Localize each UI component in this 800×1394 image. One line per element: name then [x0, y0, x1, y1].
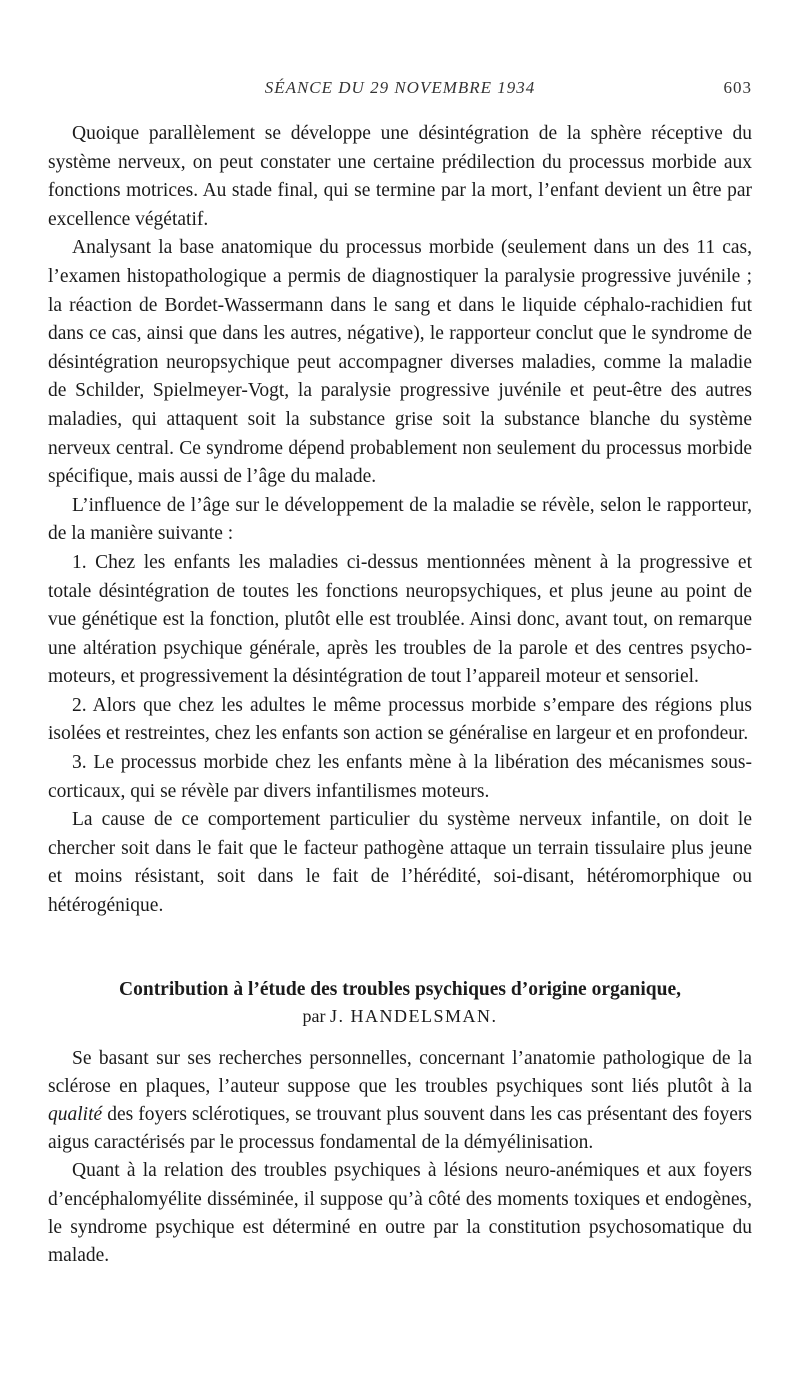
- author-name: J. HANDELSMAN.: [329, 1005, 498, 1026]
- section-title: Contribution à l’étude des troubles psychiques d’origine organique,: [119, 978, 681, 1000]
- byline-prefix: par: [302, 1005, 326, 1026]
- byline: [48, 1003, 752, 1029]
- journal-page: [48, 78, 752, 1270]
- paragraph: Analysant la base anatomique du processus morbide (seulement dans un des 11 cas, l’examen histopathologique a permis de diagnostiquer la paralysie progressive juvénile ; la réaction de Bordet-Wassermann dans le sang et dans le liquide céphalo-rachidien fut dans ce cas, ainsi que dans les autres, négative), le rapporteur conclut que le syndrome de désintégration neuropsychique peut accompagner diverses maladies, comme la maladie de Schilder, Spielmeyer-Vogt, la paralysie progressive juvénile et peut-être des autres maladies, qui attaquent soit la substance grise soit la substance blanche du système nerveux central. Ce syndrome dépend probablement non seulement du processus morbide spécifique, mais aussi de l’âge du malade.: [48, 237, 752, 488]
- paragraph: L’influence de l’âge sur le développement de la maladie se révèle, selon le rapporteur, de la manière suivante :: [48, 494, 752, 545]
- numbered-point: 3. Le processus morbide chez les enfants mène à la libération des mécanismes sous-corticaux, qui se révèle par divers infantilismes moteurs.: [48, 752, 752, 802]
- report-body: [48, 120, 752, 921]
- running-title: SÉANCE DU 29 NOVEMBRE 1934: [264, 78, 536, 97]
- paragraph-text: Se basant sur ses recherches personnelles, concernant l’anatomie pathologique de la sclérose en plaques, l’auteur suppose que les troubles psychiques sont liés plutôt à la: [48, 1047, 752, 1097]
- paragraph: Quant à la relation des troubles psychiques à lésions neuro-anémiques et aux foyers d’encéphalomyélite disséminée, il suppose qu’à côté des moments toxiques et endogènes, le syndrome psychique est déterminé en outre par la constitution psychosomatique du malade.: [48, 1160, 752, 1267]
- paragraph: [48, 1045, 752, 1158]
- numbered-point: 2. Alors que chez les adultes le même processus morbide s’empare des régions plus isolées et restreintes, chez les enfants son action se généralise en largeur et en profondeur.: [48, 694, 752, 745]
- paragraph: La cause de ce comportement particulier du système nerveux infantile, on doit le chercher soit dans le fait que le facteur pathogène attaque un terrain tissulaire plus jeune et moins résistant, soit dans le fait de l’hérédité, soi-disant, hétéromorphique ou hétérogénique.: [48, 809, 752, 917]
- running-header: [48, 78, 752, 104]
- contribution-section: [48, 977, 752, 1271]
- numbered-point: 1. Chez les enfants les maladies ci-dessus mentionnées mènent à la progressive et totale désintégration de toutes les fonctions neuropsychiques, et plus jeune au point de vue génétique est la fonction, plutôt elle est troublée. Ainsi donc, avant tout, on remarque une altération psychique générale, après les troubles de la parole et des centres psycho-moteurs, et progressivement la désintégration de tout l’appareil moteur et sensoriel.: [48, 551, 752, 688]
- page-number: 603: [723, 78, 752, 97]
- paragraph: Quoique parallèlement se développe une désintégration de la sphère réceptive du système nerveux, on peut constater une certaine prédilection du processus morbide aux fonctions motrices. Au stade final, qui se termine par la mort, l’enfant devient un être par excellence végétatif.: [48, 123, 752, 230]
- paragraph-text: des foyers sclérotiques, se trouvant plus souvent dans les cas présentant des foyers aigus caractérisés par le processus fondamental de la démyélinisation.: [48, 1104, 752, 1154]
- emphasized-word: qualité: [48, 1104, 103, 1126]
- section-gap: [48, 921, 752, 977]
